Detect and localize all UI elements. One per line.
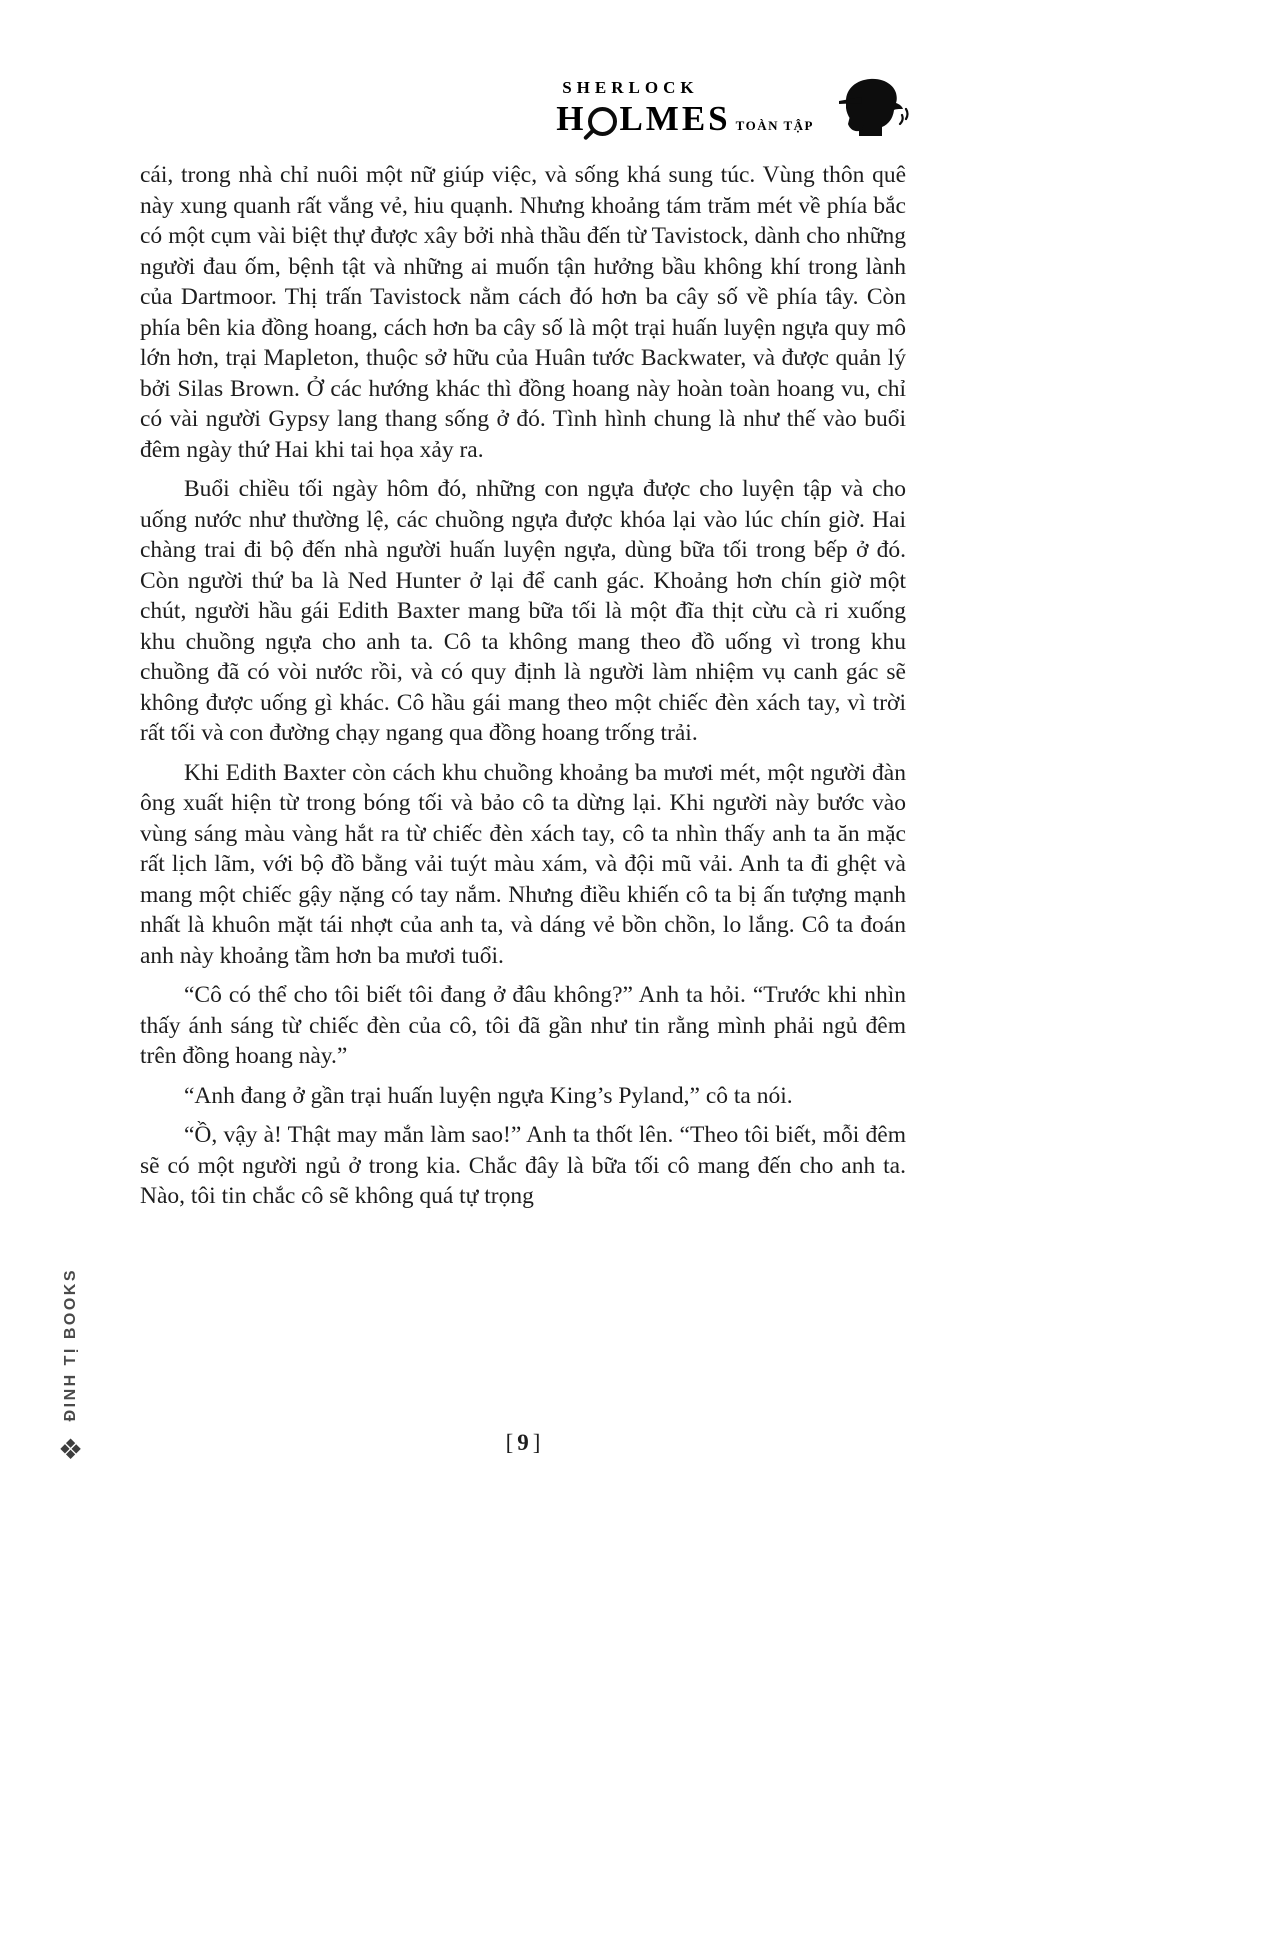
page-number-close-bracket: ]	[532, 1430, 541, 1455]
brand-title	[556, 101, 814, 136]
page-number	[140, 1430, 906, 1456]
publisher-logo-icon: ❖	[58, 1435, 84, 1467]
brand-title-left: H	[556, 99, 587, 138]
brand-subtitle: TOÀN TẬP	[735, 118, 814, 133]
page-number-open-bracket: [	[505, 1430, 514, 1455]
publisher-name: ĐINH TỊ BOOKS	[61, 1268, 79, 1422]
brand-series: SHERLOCK	[562, 78, 699, 97]
paragraph: cái, trong nhà chỉ nuôi một nữ giúp việc, và sống khá sung túc. Vùng thôn quê này xung quanh rất vắng vẻ, hiu quạnh. Nhưng khoảng tám trăm mét về phía bắc có một cụm vài biệt thự được xây bởi nhà thầu đến từ Tavistock, dành cho những người đau ốm, bệnh tật và những ai muốn tận hưởng bầu không khí trong lành của Dartmoor. Thị trấn Tavistock nằm cách đó hơn ba cây số về phía tây. Còn phía bên kia đồng hoang, cách hơn ba cây số là một trại huấn luyện ngựa quy mô lớn hơn, trại Mapleton, thuộc sở hữu của Huân tước Backwater, và được quản lý bởi Silas Brown. Ở các hướng khác thì đồng hoang này hoàn toàn hoang vu, chỉ có vài người Gypsy lang thang sống ở đó. Tình hình chung là như thế vào buổi đêm ngày thứ Hai khi tai họa xảy ra.	[140, 162, 906, 463]
book-header	[556, 72, 910, 142]
paragraph: Khi Edith Baxter còn cách khu chuồng khoảng ba mươi mét, một người đàn ông xuất hiện từ trong bóng tối và bảo cô ta dừng lại. Khi người này bước vào vùng sáng màu vàng hắt ra từ chiếc đèn xách tay, cô ta nhìn thấy anh ta ăn mặc rất lịch lãm, với bộ đồ bằng vải tuýt màu xám, và đội mũ vải. Anh ta đi ghệt và mang một chiếc gậy nặng có tay nắm. Nhưng điều khiến cô ta bị ấn tượng mạnh nhất là khuôn mặt tái nhợt của anh ta, và dáng vẻ bồn chồn, lo lắng. Cô ta đoán anh này khoảng tầm hơn ba mươi tuổi.	[140, 759, 906, 969]
paragraph: “Anh đang ở gần trại huấn luyện ngựa King’s Pyland,” cô ta nói.	[184, 1082, 793, 1109]
page-number-value: 9	[517, 1430, 529, 1455]
magnifier-icon	[588, 107, 617, 136]
brand-text	[556, 78, 814, 136]
paragraph: “Ồ, vậy à! Thật may mắn làm sao!” Anh ta thốt lên. “Theo tôi biết, mỗi đêm sẽ có một người ngủ ở trong kia. Chắc đây là bữa tối cô mang đến cho anh ta. Nào, tôi tin chắc cô sẽ không quá tự trọng	[140, 1122, 906, 1209]
brand-title-right: LMES	[619, 99, 731, 138]
sherlock-silhouette-icon	[830, 72, 910, 142]
body-text	[140, 160, 906, 1221]
paragraph: “Cô có thể cho tôi biết tôi đang ở đâu không?” Anh ta hỏi. “Trước khi nhìn thấy ánh sáng từ chiếc đèn của cô, tôi đã gần như tin rằng mình phải ngủ đêm trên đồng hoang này.”	[140, 982, 906, 1069]
publisher-sidebar	[58, 1268, 83, 1465]
paragraph: Buổi chiều tối ngày hôm đó, những con ngựa được cho luyện tập và cho uống nước như thường lệ, các chuồng ngựa được khóa lại vào lúc chín giờ. Hai chàng trai đi bộ đến nhà người huấn luyện ngựa, dùng bữa tối trong bếp ở đó. Còn người thứ ba là Ned Hunter ở lại để canh gác. Khoảng hơn chín giờ một chút, người hầu gái Edith Baxter mang bữa tối là một đĩa thịt cừu cà ri xuống khu chuồng ngựa cho anh ta. Cô ta không mang theo đồ uống vì trong khu chuồng đã có vòi nước rồi, và có quy định là người làm nhiệm vụ canh gác sẽ không được uống gì khác. Cô hầu gái mang theo một chiếc đèn xách tay, vì trời rất tối và con đường chạy ngang qua đồng hoang trống trải.	[140, 476, 906, 746]
